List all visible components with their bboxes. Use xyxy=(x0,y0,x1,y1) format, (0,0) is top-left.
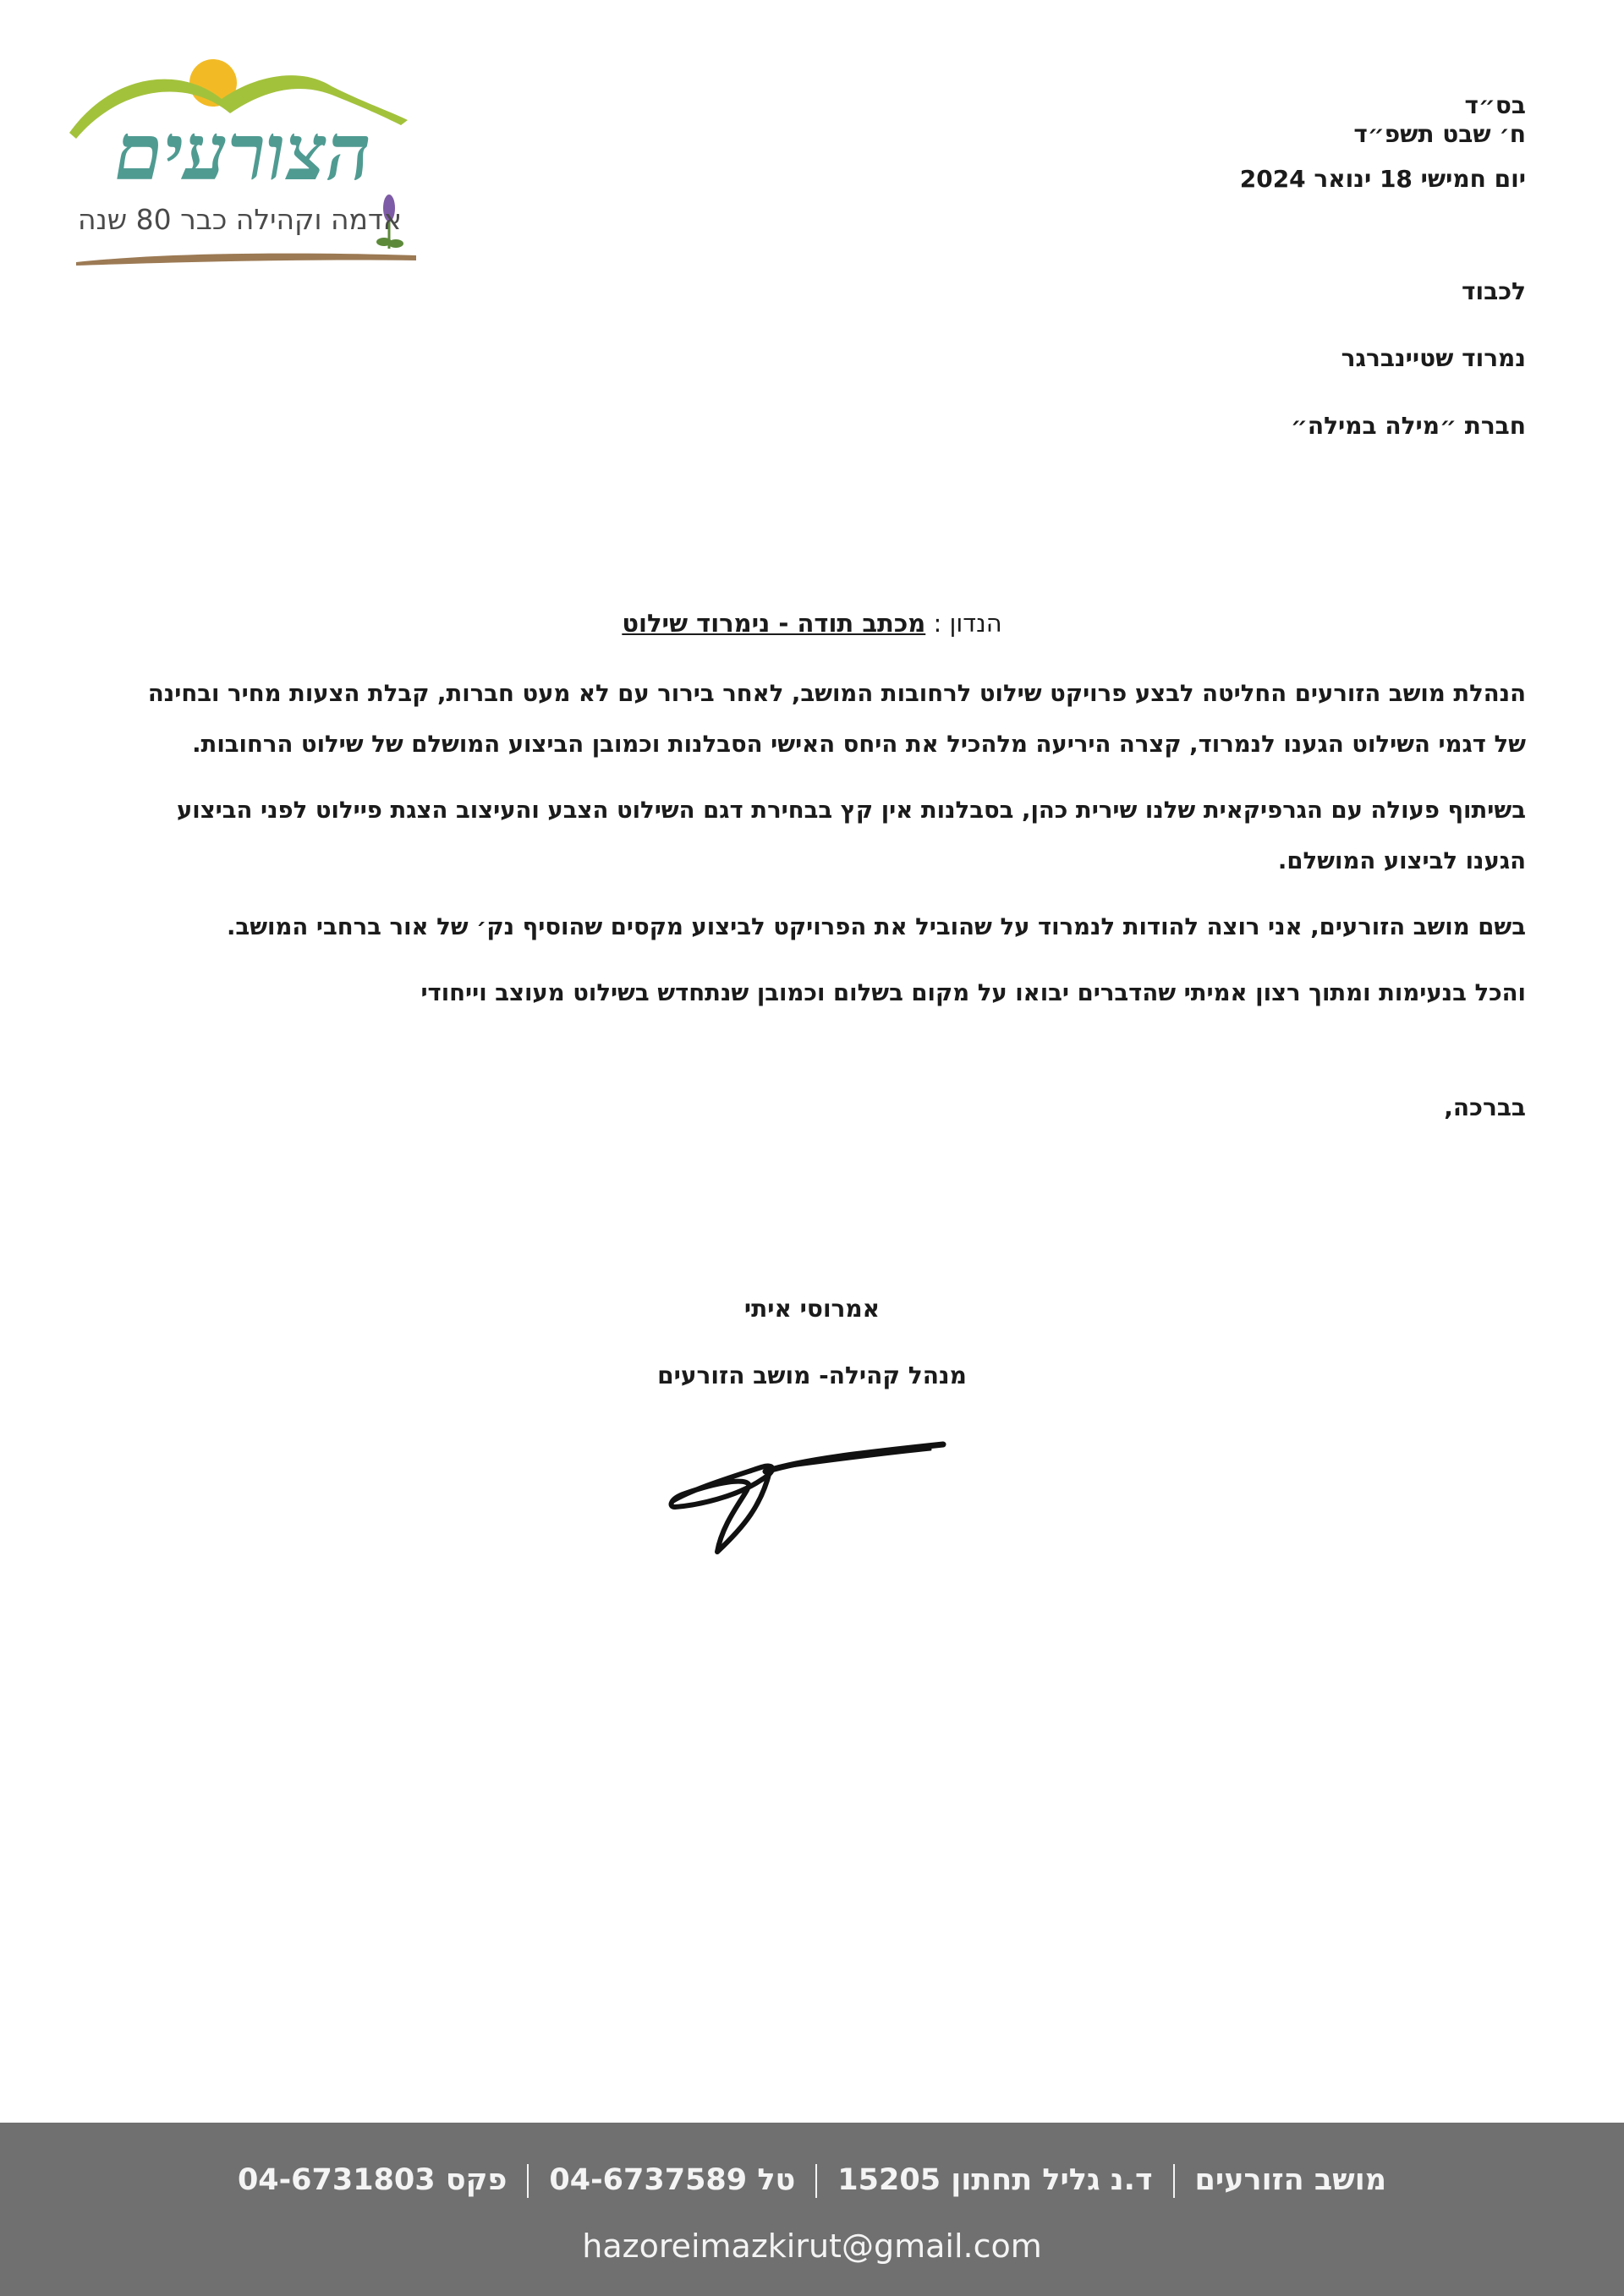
subject-line xyxy=(0,609,1624,638)
footer-divider xyxy=(1173,2164,1175,2198)
salutation-to: לכבוד xyxy=(1462,277,1526,305)
logo-wordmark: הצורעים xyxy=(114,107,371,198)
subject-label: הנדון : xyxy=(933,609,1002,638)
bsd-mark: בס״ד xyxy=(1464,91,1526,119)
recipient-company: חברת ״מילה במילה״ xyxy=(1291,412,1526,440)
footer-fax: פקס 04-6731803 xyxy=(237,2163,508,2197)
subject-value: מכתב תודה - נימרוד שילוט xyxy=(622,609,926,638)
signer-title: מנהל קהילה- מושב הזורעים xyxy=(657,1362,967,1389)
body-paragraph-1: הנהלת מושב הזורעים החליטה לבצע פרויקט שילוט לרחובות המושב, לאחר בירור עם לא מעט חברות, קבלת הצעות מחיר ובחינה של דגמי השילוט הגענו לנמרוד, קצרה היריעה מלהכיל את היחס האישי הסבלנות וכמובן הביצוע המושלם של שילוט הרחובות. xyxy=(147,680,1526,758)
body-paragraph-2: בשיתוף פעולה עם הגרפיקאית שלנו שירית כהן, בסבלנות אין קץ בבחירת דגם השילוט הצבע והעיצוב הצגת פיילוט לפני הביצוע הגענו לביצוע המושלם. xyxy=(176,797,1526,874)
recipient-name: נמרוד שטיינברגר xyxy=(1341,344,1526,372)
footer-phone: טל 04-6737589 xyxy=(549,2163,796,2197)
footer-org: מושב הזורעים xyxy=(1194,2163,1387,2197)
logo-graphic xyxy=(52,52,433,272)
body-paragraph-4: והכל בנעימות ומתוך רצון אמיתי שהדברים יבואו על מקום בשלום וכמובן שנתחדש בשילוט מעוצב וייחודי xyxy=(420,979,1526,1006)
footer-divider xyxy=(815,2164,817,2198)
footer-email: hazoreimazkirut@gmail.com xyxy=(582,2228,1042,2265)
gregorian-date: יום חמישי 18 ינואר 2024 xyxy=(1239,165,1526,193)
closing: בברכה, xyxy=(1444,1093,1526,1121)
ground-stripe xyxy=(76,254,416,266)
signer-name: אמרוסי איתי xyxy=(743,1295,881,1323)
body-paragraph-3: בשם מושב הזורעים, אני רוצה להודות לנמרוד על שהוביל את הפרויקט לביצוע מקסים שהוסיף נק׳ של אור ברחבי המושב. xyxy=(226,913,1526,940)
footer-contact-row xyxy=(0,2163,1624,2198)
handwritten-signature xyxy=(660,1438,956,1564)
footer-address: ד.נ גליל תחתון 15205 xyxy=(837,2163,1153,2197)
footer-divider xyxy=(527,2164,529,2198)
hebrew-date: ח׳ שבט תשפ״ד xyxy=(1353,120,1526,148)
logo-tagline: אדמה וקהילה כבר 80 שנה xyxy=(78,203,402,236)
letter-body xyxy=(115,668,1526,1033)
letterhead-footer xyxy=(0,2123,1624,2296)
hazoreim-logo xyxy=(52,52,433,272)
